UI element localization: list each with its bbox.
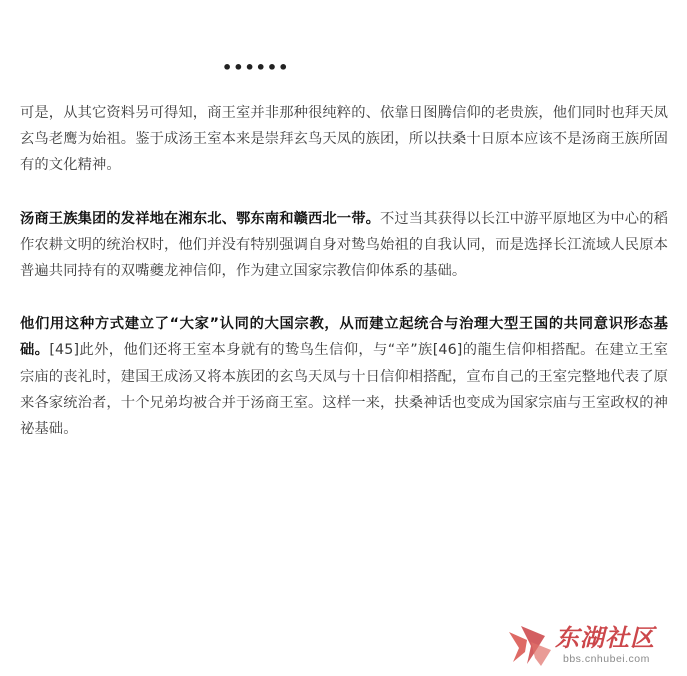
paragraph-3 — [20, 311, 668, 442]
watermark-title: 东湖社区 — [555, 624, 655, 652]
watermark-logo-icon — [505, 622, 553, 668]
paragraph-2-text: 不过当其获得以长江中游平原地区为中心的稻作农耕文明的统治权时，他们并没有特别强调自身对鸷鸟始祖的自我认同，而是选择长江流域人民原本普遍共同持有的双嘴夔龙神信仰，作为建立国家宗教信仰体系的基础。 — [20, 210, 668, 280]
watermark-url: bbs.cnhubei.com — [563, 653, 650, 665]
article-body — [20, 100, 668, 469]
paragraph-1-text: 可是，从其它资料另可得知，商王室并非那种很纯粹的、依靠日图腾信仰的老贵族，他们同时也拜天凤玄鸟老鹰为始祖。鉴于成汤王室本来是崇拜玄鸟天凤的族团，所以扶桑十日原本应该不是汤商王族所固有的文化精神。 — [20, 105, 668, 174]
paragraph-1 — [20, 100, 668, 179]
site-watermark — [505, 622, 683, 670]
paragraph-3-text: [45]此外，他们还将王室本身就有的鸷鸟生信仰，与“辛”族[46]的龍生信仰相搭配。在建立王室宗庙的丧礼时，建国王成汤又将本族团的玄鸟天凤与十日信仰相搭配，宣布自己的王室完整地代表了原来各家统治者，十个兄弟均被合并于汤商王室。这样一来，扶桑神话也变成为国家宗庙与王室政权的神祕基础。 — [20, 342, 668, 438]
paragraph-3-lead: 他们用这种方式建立了“大家”认同的大国宗教，从而建立起统合与治理大型王国的共同意识形态基础。 — [20, 316, 668, 359]
separator-dots: •••••• — [222, 58, 290, 77]
paragraph-2 — [20, 206, 668, 285]
paragraph-2-lead: 汤商王族集团的发祥地在湘东北、鄂东南和赣西北一带。 — [20, 210, 380, 227]
